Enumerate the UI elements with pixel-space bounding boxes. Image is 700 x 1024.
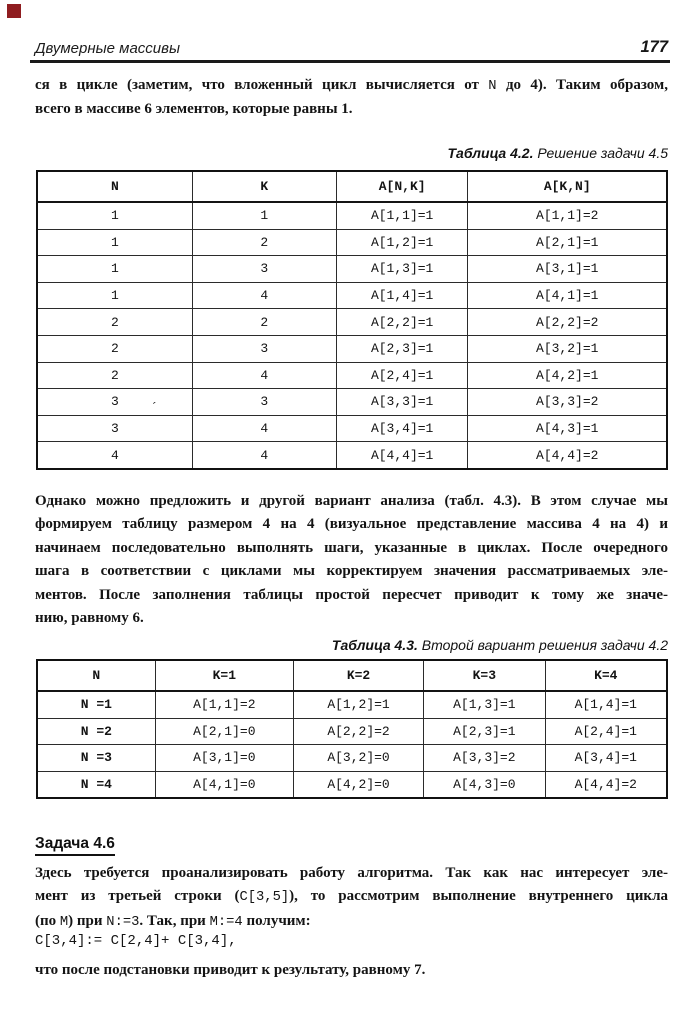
text-run: ментов. После заполнения таблицы простой пересчет приводит к тому же значе-: [35, 586, 668, 603]
text-run: шага в соответствии с циклами мы корректируем значения рассматриваемых эле-: [35, 563, 668, 580]
table-row: [37, 229, 667, 256]
page-header: [30, 38, 670, 63]
table-cell: 3: [37, 415, 192, 442]
table-row: [37, 202, 667, 229]
text-run: что после подстановки приводит к результату, равному 7.: [35, 962, 426, 978]
table-cell: 2: [37, 362, 192, 389]
table-row: [37, 282, 667, 309]
table-cell: 1: [37, 282, 192, 309]
table-cell: N =4: [37, 771, 155, 798]
text-run: ся в цикле (заметим, что вложенный цикл вычисляется от: [35, 77, 489, 93]
paragraph-analysis: [35, 490, 668, 630]
table-row: [37, 691, 667, 718]
text-run: Однако можно предложить и другой вариант анализа (табл. 4.3). В этом случае мы: [35, 493, 668, 509]
text-run: . Так, при: [139, 912, 210, 929]
text-line: [35, 537, 668, 560]
text-line: [35, 959, 668, 982]
table-row: [37, 309, 667, 336]
text-run: (по: [35, 912, 60, 929]
table42-caption-text: Решение задачи 4.5: [533, 145, 668, 161]
table-cell: 3: [192, 389, 336, 416]
table-cell: A[4,3]=1: [468, 415, 667, 442]
header-row: [37, 660, 667, 691]
table-cell: A[4,4]=1: [336, 442, 468, 469]
table-cell: A[3,4]=1: [336, 415, 468, 442]
table43-caption-label: Таблица 4.3.: [331, 637, 418, 653]
table-cell: A[4,4]=2: [545, 771, 667, 798]
table-cell: A[1,3]=1: [424, 691, 545, 718]
paragraph-outro: [35, 959, 668, 982]
table-cell: N =3: [37, 745, 155, 772]
text-line: [35, 607, 668, 630]
table-cell: 1: [37, 256, 192, 283]
header-row: [37, 171, 667, 202]
table-cell: A[1,1]=1: [336, 202, 468, 229]
text-run: формируем таблицу размером 4 на 4 (визуальное представление массива 4 на 4) и: [35, 516, 668, 533]
table-row: [37, 745, 667, 772]
column-header: K=1: [155, 660, 293, 691]
text-line: [35, 98, 668, 121]
table-cell: A[1,4]=1: [336, 282, 468, 309]
column-header: K=3: [424, 660, 545, 691]
column-header: N: [37, 171, 192, 202]
paragraph-intro: [35, 74, 668, 122]
text-line: [35, 862, 668, 885]
text-line: [35, 584, 668, 607]
table43-caption: [35, 637, 668, 653]
table-cell: A[2,4]=1: [545, 718, 667, 745]
text-run: ) при: [68, 912, 107, 929]
table-cell: A[1,2]=1: [293, 691, 423, 718]
table-cell: A[1,1]=2: [468, 202, 667, 229]
table-cell: 1: [37, 229, 192, 256]
table-cell: A[2,1]=1: [468, 229, 667, 256]
table-cell: A[3,2]=0: [293, 745, 423, 772]
table-cell: A[3,3]=1: [336, 389, 468, 416]
table42-caption: [35, 145, 668, 161]
text-line: [35, 490, 668, 513]
text-run: начинаем последовательно выполнять шаги, указанные в циклах. После очередного: [35, 539, 668, 556]
table-row: [37, 256, 667, 283]
table-cell: 4: [192, 282, 336, 309]
table-row: [37, 335, 667, 362]
text-run: до 4). Таким образом,: [496, 77, 668, 93]
text-run: всего в массиве 6 элементов, которые равны 1.: [35, 101, 353, 118]
table42-caption-label: Таблица 4.2.: [447, 145, 534, 161]
table-cell: A[2,3]=1: [336, 335, 468, 362]
table-cell: A[3,1]=1: [468, 256, 667, 283]
table43-caption-text: Второй вариант решения задачи 4.2: [417, 637, 668, 653]
table-cell: 3: [192, 335, 336, 362]
inline-code: C[3,5]: [239, 890, 290, 906]
table-cell: 2: [192, 309, 336, 336]
inline-code: M:=4: [209, 914, 243, 930]
table-cell: A[1,2]=1: [336, 229, 468, 256]
table-cell: A[1,1]=2: [155, 691, 293, 718]
table-cell: A[4,4]=2: [468, 442, 667, 469]
text-run: мент из третьей строки (: [35, 888, 240, 905]
table-cell: 1: [192, 202, 336, 229]
column-header: K=4: [545, 660, 667, 691]
text-line: [35, 910, 668, 934]
table-cell: A[4,1]=0: [155, 771, 293, 798]
text-run: нию, равному 6.: [35, 610, 144, 627]
table-cell: 2: [192, 229, 336, 256]
table-cell: A[2,3]=1: [424, 718, 545, 745]
task-heading-text: Задача 4.6: [35, 835, 115, 856]
table-cell: 1: [37, 202, 192, 229]
table-cell: 3: [192, 256, 336, 283]
column-header: A[K,N]: [468, 171, 667, 202]
table-cell: A[2,2]=2: [468, 309, 667, 336]
table-cell: 2: [37, 335, 192, 362]
paragraph-task: [35, 862, 668, 934]
text-line: [35, 885, 668, 909]
table-cell: 4: [37, 442, 192, 469]
inline-code: N: [488, 79, 497, 94]
table-row: [37, 771, 667, 798]
running-title: Двумерные массивы: [35, 40, 180, 57]
table-row: [37, 718, 667, 745]
table-cell: A[4,3]=0: [424, 771, 545, 798]
table-cell: A[3,1]=0: [155, 745, 293, 772]
table-row: [37, 362, 667, 389]
table-4-3: [36, 659, 668, 799]
table-cell: N =1: [37, 691, 155, 718]
table-cell: N =2: [37, 718, 155, 745]
table-cell: A[2,2]=1: [336, 309, 468, 336]
table-row: [37, 389, 667, 416]
task-heading: [35, 835, 115, 856]
table-row: [37, 415, 667, 442]
column-header: K: [192, 171, 336, 202]
table-cell: A[4,2]=0: [293, 771, 423, 798]
text-run: ), то рассмотрим выполнение внутреннего цикла: [289, 888, 668, 905]
text-line: [35, 560, 668, 583]
table-cell: A[4,1]=1: [468, 282, 667, 309]
table-cell: A[3,4]=1: [545, 745, 667, 772]
scan-corner-mark: [7, 4, 21, 18]
table-cell: 4: [192, 442, 336, 469]
inline-code: N:=3: [106, 914, 140, 930]
column-header: K=2: [293, 660, 423, 691]
table-cell: A[1,4]=1: [545, 691, 667, 718]
table-cell: 4: [192, 415, 336, 442]
table-cell: 4: [192, 362, 336, 389]
table-cell: A[3,3]=2: [424, 745, 545, 772]
column-header: N: [37, 660, 155, 691]
column-header: A[N,K]: [336, 171, 468, 202]
inline-code: M: [59, 914, 69, 930]
text-run: Здесь требуется проанализировать работу алгоритма. Так как нас интересует эле-: [35, 865, 668, 881]
table-cell: A[2,4]=1: [336, 362, 468, 389]
text-line: [35, 74, 668, 98]
table-4-2: [36, 170, 668, 470]
table-cell: A[1,3]=1: [336, 256, 468, 283]
table-cell: 2: [37, 309, 192, 336]
table-cell: A[3,2]=1: [468, 335, 667, 362]
table-cell: A[3,3]=2: [468, 389, 667, 416]
page-number: 177: [640, 38, 668, 56]
text-run: получим:: [242, 912, 311, 929]
text-line: [35, 513, 668, 536]
table-cell: 3: [37, 389, 192, 416]
code-line: C[3,4]:= C[2,4]+ C[3,4],: [35, 933, 237, 949]
table-cell: A[2,1]=0: [155, 718, 293, 745]
scan-artifact: ´: [152, 399, 157, 414]
table-cell: A[4,2]=1: [468, 362, 667, 389]
table-cell: A[2,2]=2: [293, 718, 423, 745]
table-row: [37, 442, 667, 469]
